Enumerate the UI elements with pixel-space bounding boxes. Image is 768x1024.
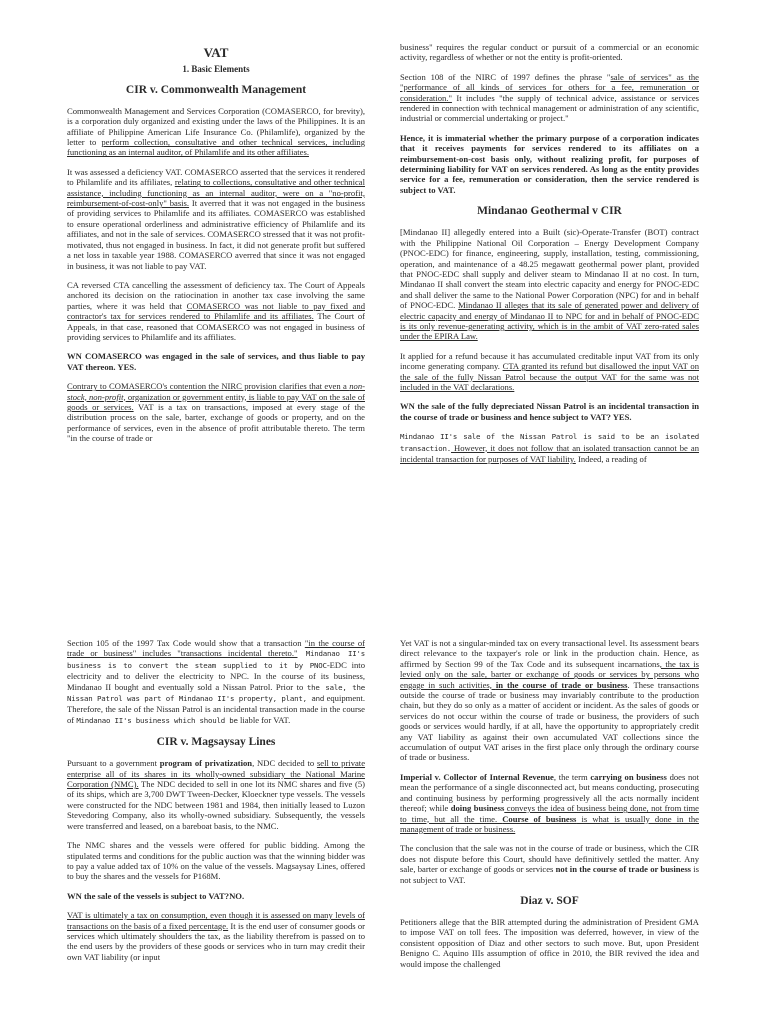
column-bottom-left (67, 638, 365, 971)
holding-paragraph: Hence, it is immaterial whether the primary purpose of a corporation indicates that it receives payments for services rendered to its affiliates on a reimbursement-on-cost basis only, without realizing profit, for purposes of determining liability for VAT on services rendered. As long as the entity provides service for a fee, remuneration or consideration, then the service rendered is subject to VAT. (400, 132, 699, 195)
paragraph: Yet VAT is not a singular-minded tax on every transactional level. Its assessment bears direct relevance to the taxpayer's role or link in the production chain. Hence, as affirmed by Section 99 of the Tax Code and its subsequent incarnations, the tax is levied only on the sale, barter or exchange of goods or services by persons who engage in such activities, in the course of trade or business. These transactions outside the course of trade or business may invariably contribute to the production chain, but they do so only as a matter of accident or incident. As the sales of goods or services do not occur within the course of trade or business, the providers of such goods or services would hardly, if at all, have the opportunity to appropriately credit any VAT liability as against their own accumulated VAT collections since the accumulation of output VAT arises in the first place only through the ordinary course of trade or business. (400, 638, 699, 763)
case-heading-diaz: Diaz v. SOF (520, 894, 579, 907)
column-top-left (67, 42, 365, 453)
paragraph: VAT is ultimately a tax on consumption, even though it is assessed on many levels of transactions on the basis of a fixed percentage. It is the end user of consumer goods or services which ultimately shoulders the tax, as the liability therefrom is passed on to the end users by the providers of these goods or services who in turn may credit their own VAT liability (or input (67, 910, 366, 962)
issue-statement: WN the sale of the fully depreciated Nissan Patrol is an incidental transaction in the course of trade or business and hence subject to VAT? YES. (400, 401, 699, 422)
paragraph: Section 108 of the NIRC of 1997 defines the phrase "sale of services" as the "performance of all kinds of services for others for a fee, remuneration or consideration." It includes "the supply of technical advice, assistance or services rendered in connection with technical management or administration of any scientific, industrial or commercial undertaking or project." (400, 71, 699, 124)
paragraph: Mindanao II's sale of the Nissan Patrol is said to be an isolated transaction. However, it does not follow that an isolated transaction cannot be an incidental transaction for purposes of VAT liability. Indeed, a reading of (400, 432, 699, 464)
column-top-right (400, 42, 699, 473)
issue-statement: WN the sale of the vessels is subject to VAT?NO. (67, 890, 245, 901)
case-heading-commonwealth: CIR v. Commonwealth Management (125, 83, 307, 96)
document-title: VAT (203, 45, 229, 60)
case-heading-mindanao: Mindanao Geothermal v CIR (477, 205, 622, 218)
case-heading-magsaysay: CIR v. Magsaysay Lines (156, 736, 276, 749)
issue-statement: WN COMASERCO was engaged in the sale of services, and thus liable to pay VAT thereon. YES. (67, 351, 365, 372)
paragraph: It applied for a refund because it has accumulated creditable input VAT from its only income generating company. CTA granted its refund but disallowed the input VAT on the sale of the fully Nissan Patrol because the output VAT for the same was not included in the VAT declarations. (400, 350, 699, 392)
paragraph: The conclusion that the sale was not in the course of trade or business, which the CIR does not dispute before this Court, should have definitively settled the matter. Any sale, barter or exchange of goods or services not in the course of trade or business is not subject to VAT. (400, 843, 699, 885)
paragraph: CA reversed CTA cancelling the assessment of deficiency tax. The Court of Appeals anchored its decision on the ratiocination in another tax case involving the same parties, where it was held that COMASERCO was not liable to pay fixed and contractor's tax for services rendered to Philamlife and its affiliates. The Court of Appeals, in that case, reasoned that COMASERCO was not engaged in business of providing services to Philamlife and its affiliates. (67, 279, 366, 342)
paragraph: Imperial v. Collector of Internal Revenue, the term carrying on business does not mean the performance of a single disconnected act, but means conducting, prosecuting and continuing business by performing progressively all the acts normally incident thereof; while doing business conveys the idea of business being done, not from time to time, but all the time. Course of business is what is usually done in the management of trade or business. (400, 771, 700, 834)
paragraph: Section 105 of the 1997 Tax Code would show that a transaction "in the course of trade or business" includes "transactions incidental thereto." Mindanao II's business is to convert the steam supplied to it by PNOC-EDC into electricity and to deliver the electricity to NPC. In the course of its business, Mindanao II bought and eventually sold a Nissan Patrol. Prior to the sale, the Nissan Patrol was part of Mindanao II's property, plant, and equipment. Therefore, the sale of the Nissan Patrol is an incidental transaction made in the course of Mindanao II's business which should be liable for VAT. (67, 638, 366, 725)
paragraph: business" requires the regular conduct or pursuit of a commercial or an economic activity, regardless of whether or not the entity is profit-oriented. (400, 42, 699, 63)
paragraph: Pursuant to a government program of privatization, NDC decided to sell to private enterprise all of its shares in its wholly-owned subsidiary the National Marine Corporation (NMC). The NDC decided to sell in one lot its NMC shares and five (5) of its ships, which are 3,700 DWT Tween-Decker, Kloeckner type vessels. The vessels were constructed for the NDC between 1981 and 1984, then initially leased to Luzon Stevedoring Company, also its wholly-owned subsidiary. Subsequently, the vessels were transferred and leased, on a bareboat basis, to the NMC. (67, 758, 366, 831)
paragraph: The NMC shares and the vessels were offered for public bidding. Among the stipulated terms and conditions for the public auction was that the winning bidder was to pay a value added tax of 10% on the value of the vessels. Magsaysay Lines, offered to buy the shares and the vessels for P168M. (67, 840, 365, 882)
paragraph: [Mindanao II] allegedly entered into a Built (sic)-Operate-Transfer (BOT) contract with the Philippine National Oil Corporation – Energy Development Company (PNOC-EDC) for finance, engineering, supply, installation, testing, commissioning, operation, and maintenance of a 48.25 megawatt geothermal power plant, provided that PNOC-EDC shall supply and deliver steam to Mindanao II at no cost. In turn, Mindanao II shall convert the steam into electric capacity and energy for PNOC-EDC and shall deliver the same to the National Power Corporation (NPC) for and in behalf of PNOC-EDC. Mindanao II alleges that its sale of generated power and delivery of electric capacity and energy of Mindanao II to NPC for and in behalf of PNOC-EDC is its only revenue-generating activity, which is in the ambit of VAT zero-rated sales under the EPIRA Law. (400, 227, 699, 342)
paragraph: Commonwealth Management and Services Corporation (COMASERCO, for brevity), is a corporation duly organized and existing under the laws of the Philippines. It is an affiliate of Philippine American Life Insurance Co. (Philamlife), organized by the letter to perform collection, consultative and other technical services, including functioning as an internal auditor, of Philamlife and its other affiliates. (67, 105, 365, 158)
paragraph: Contrary to COMASERCO's contention the NIRC provision clarifies that even a non-stock, non-profit, organization or government entity, is liable to pay VAT on the sale of goods or services. VAT is a tax on transactions, imposed at every stage of the distribution process on the sale, barter, exchange of goods or property, and on the performance of services, even in the absence of profit attributable thereto. The term "in the course of trade or (67, 381, 365, 444)
paragraph: It was assessed a deficiency VAT. COMASERCO asserted that the services it rendered to Philamlife and its affiliates, relating to collections, consultative and other technical assistance, including functioning as an internal auditor, were on a "no-profit, reimbursement-of-cost-only" basis. It averred that it was not engaged in the business of providing services to Philamlife and its affiliates. COMASERCO was established to ensure operational orderliness and administrative efficiency of Philamlife and its affiliates, and not in the sale of services. COMASERCO stressed that it was not profit-motivated, thus not engaged in business. In fact, it did not generate profit but suffered a net loss in taxable year 1988. COMASERCO averred that since it was not engaged in business, it was not liable to pay VAT. (67, 166, 366, 271)
paragraph: Petitioners allege that the BIR attempted during the administration of President GMA to impose VAT on toll fees. The imposition was deferred, however, in view of the consistent opposition of Diaz and other sectors to such move. But, upon President Benigno C. Aquino IIIs assumption of office in 2010, the BIR revived the idea and would impose the challenged (400, 916, 699, 969)
section-subtitle: 1. Basic Elements (182, 64, 250, 75)
column-bottom-right (400, 638, 699, 978)
